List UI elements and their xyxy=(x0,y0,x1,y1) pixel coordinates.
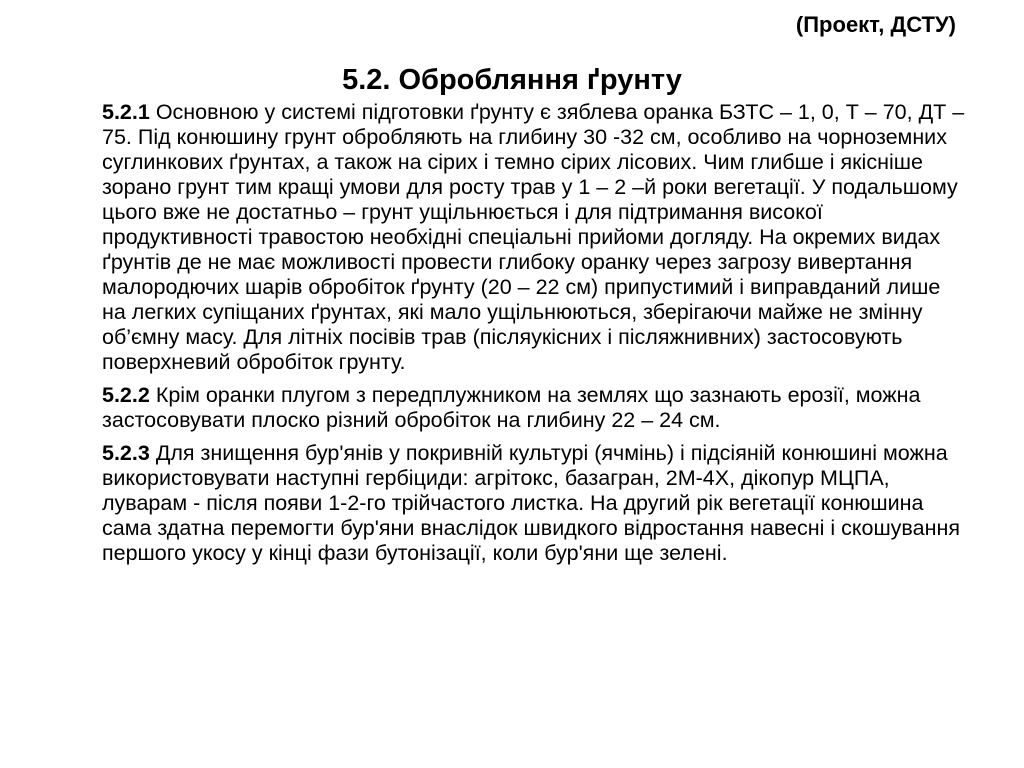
paragraph-number: 5.2.1 xyxy=(102,100,150,124)
paragraph-text: Основною у системі підготовки ґрунту є зяблева оранка БЗТС – 1, 0, Т – 70, ДТ – 75. Під конюшину грунт обробляють на глибину 30 -32 см, особливо на чорноземних суглинкових ґрунтах, а також на сірих і темно сірих лісових. Чим глибше і якісніше зорано грунт тим кращі умови для росту трав у 1 – 2 –й роки вегетації. У подальшому цього вже не достатньо – грунт ущільнюється і для підтримання високої продуктивності травостою необхідні спеціальні прийоми догляду. На окремих видах ґрунтів де не має можливості провести глибоку оранку через загрозу вивертання малородючих шарів обробіток ґрунту (20 – 22 см) припустимий і виправданий лише на легких супіщаних ґрунтах, які мало ущільнюються, зберігаючи майже не змінну об’ємну масу. Для літніх посівів трав (післяукісних і післяжнивних) застосовують поверхневий обробіток грунту. xyxy=(102,100,965,374)
paragraph-number: 5.2.3 xyxy=(102,441,150,465)
paragraph-5-2-2 xyxy=(102,383,968,433)
paragraph-5-2-1 xyxy=(102,100,968,375)
project-tag: (Проект, ДСТУ) xyxy=(795,12,956,37)
paragraph-text: Для знищення бур'янів у покривній культурі (ячмінь) і підсіяній конюшині можна використовувати наступні гербіциди: агрітокс, базагран, 2М-4Х, дікопур МЦПА, луварам - після появи 1-2-го трійчастого листка. На другий рік вегетації конюшина сама здатна перемогти бур'яни внаслідок швидкого відростання навесні і скошування першого укосу у кінці фази бутонізації, коли бур'яни ще зелені. xyxy=(102,441,960,565)
paragraph-number: 5.2.2 xyxy=(102,383,150,407)
paragraph-5-2-3 xyxy=(102,441,968,566)
section-title: 5.2. Обробляння ґрунту xyxy=(342,64,682,96)
document-body xyxy=(102,100,968,574)
paragraph-text: Крім оранки плугом з передплужником на землях що зазнають ерозії, можна застосовувати плоско різний обробіток на глибину 22 – 24 см. xyxy=(102,383,921,432)
